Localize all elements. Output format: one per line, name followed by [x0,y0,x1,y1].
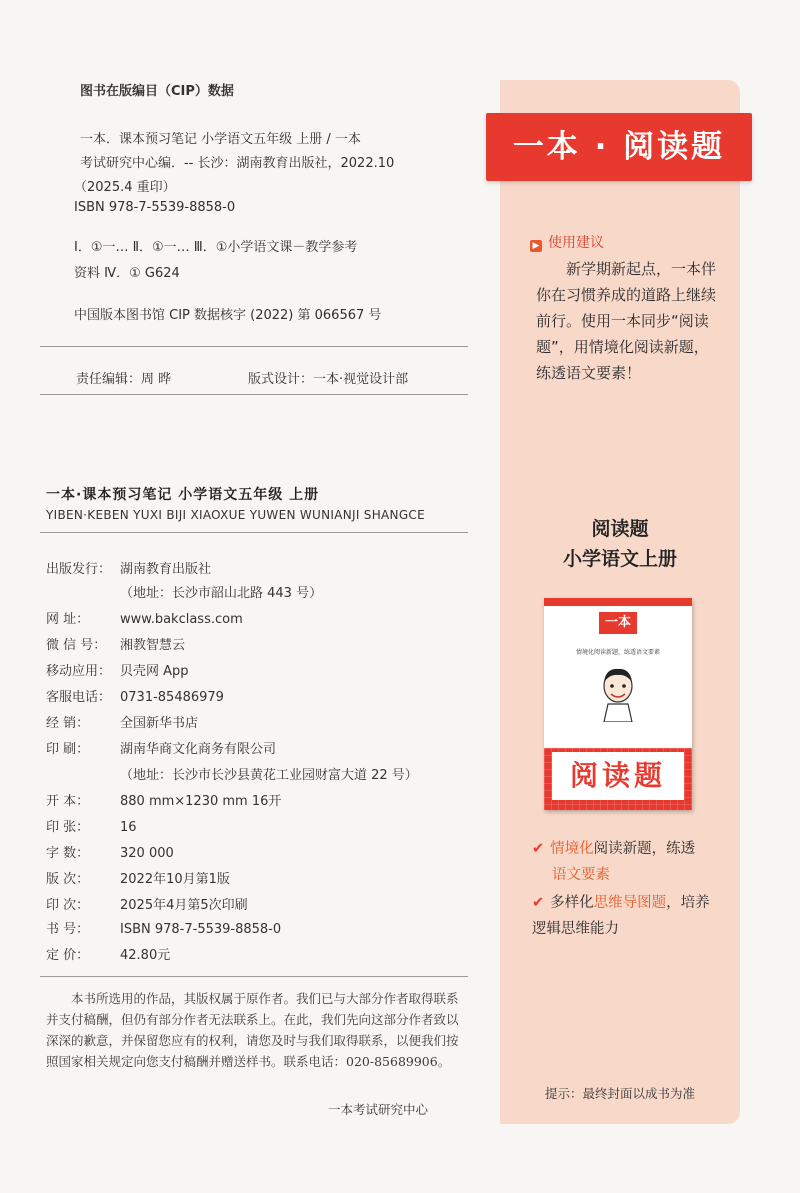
publish-info-row [46,560,211,580]
publish-info-value: ISBN 978-7-5539-8858-0 [120,922,282,937]
cip-line-2: 考试研究中心编．-- 长沙：湖南教育出版社，2022.10 [80,156,395,171]
copyright-notice [46,988,466,1072]
product-subtitle: 小学语文上册 [562,548,677,570]
publish-info-label: 客服电话： [46,690,112,705]
publish-info-row [46,636,185,656]
cover-logo: 一本 [599,612,637,634]
publish-info-row [46,766,418,786]
cip-class-1: Ⅰ．①一… Ⅱ．①一… Ⅲ．①小学语文课－教学参考 [74,240,358,255]
publish-info-label: 书 号： [46,922,90,937]
divider [40,976,468,977]
publish-info-row [46,818,137,838]
cip-line-4: ISBN 978-7-5539-8858-0 [74,200,236,215]
advice-label-text: 使用建议 [548,235,604,251]
publish-info-value: 2022年10月第1版 [120,872,230,887]
divider [40,532,468,533]
publish-info-value: 湖南教育出版社 [120,562,212,577]
publish-info-label: 移动应用： [46,664,112,679]
feature-2-highlight: 思维导图题 [593,895,667,911]
divider [40,394,468,395]
feature-1-highlight-2: 语文要素 [552,867,610,883]
feature-2 [532,890,722,942]
feature-2-text: 多样化 [550,895,594,911]
designer: 版式设计：一本·视觉设计部 [248,372,409,387]
publish-info-row [46,688,224,708]
check-icon: ✔ [532,895,545,911]
publish-info-row [46,714,198,734]
publish-info-label: 版 次： [46,872,90,887]
editor: 责任编辑：周 晔 [76,372,172,387]
publish-info-row [46,792,281,812]
publish-info-value: 320 000 [120,846,174,861]
publish-info-value[interactable]: www.bakclass.com [120,612,243,627]
product-title: 阅读题 [591,518,649,540]
feature-1-highlight: 情境化 [550,841,594,857]
arrow-right-icon: ▶ [530,240,542,252]
feature-2-text-2: ，培养逻辑思维能力 [532,895,710,937]
publish-info-row [46,920,281,940]
publish-info-value: 2025年4月第5次印刷 [120,898,248,913]
copyright-notice-text: 本书所选用的作品，其版权属于原作者。我们已与大部分作者取得联系并支付稿酬，但仍有部分作者无法联系上。在此，我们先向这部分作者致以深深的歉意，并保留您应有的权利，请您及时与我们取得联系，以便我们按照国家相关规定向您支付稿酬并赠送样书。联系电话：020-85689906。 [46,991,459,1069]
publish-info-row [46,610,243,630]
publish-info-value: 0731-85486979 [120,690,224,705]
check-icon: ✔ [532,841,545,857]
publish-info-row [46,740,276,760]
publish-info-value: 16 [120,820,137,835]
publish-info-value: 880 mm×1230 mm 16开 [120,794,282,809]
promo-banner-title: 一本 · 阅读题 [512,129,726,165]
feature-1 [532,836,722,888]
cover-top-stripe [544,598,692,606]
advice-text [536,256,720,386]
book-cover-image [544,598,692,810]
publish-info-label: 微 信 号： [46,638,107,653]
advice-text-body: 新学期新起点，一本伴你在习惯养成的道路上继续前行。使用一本同步“阅读题”，用情境化阅读新题，练透语文要素！ [536,260,717,382]
cip-line-3: （2025.4 重印） [74,180,176,195]
publish-info-row [46,870,230,890]
book-pinyin: YIBEN·KEBEN YUXI BIJI XIAOXUE YUWEN WUNIANJI SHANGCE [46,508,425,522]
cip-class-2: 资料 Ⅳ．① G624 [74,266,180,281]
divider [40,346,468,347]
advice-label [530,232,604,252]
publish-info-row [46,662,189,682]
feature-1-text: 阅读新题，练透 [593,841,696,857]
notice-signature: 一本考试研究中心 [328,1102,429,1117]
publish-info-value: （地址：长沙市韶山北路 443 号） [120,586,323,601]
publish-info-value: （地址：长沙市长沙县黄花工业园财富大道 22 号） [120,768,418,783]
book-title: 一本·课本预习笔记 小学语文五年级 上册 [46,487,320,503]
cover-main-title: 阅读题 [552,752,684,800]
publish-info-label: 字 数： [46,846,90,861]
publish-info-label: 印 次： [46,898,90,913]
publish-info-label: 出版发行： [46,562,112,577]
publish-info-label: 印 张： [46,820,90,835]
cartoon-boy-icon [596,664,640,722]
publish-info-value: 湘教智慧云 [120,638,186,653]
cip-number: 中国版本图书馆 CIP 数据核字 (2022) 第 066567 号 [74,308,382,323]
cover-tagline: 情境化阅读新题，练透语文要素 [575,649,660,656]
publish-info-label: 定 价： [46,948,90,963]
cover-hint: 提示：最终封面以成书为准 [544,1086,695,1101]
publish-info-value: 贝壳网 App [120,664,189,679]
publish-info-label: 网 址： [46,612,90,627]
publish-info-label: 开 本： [46,794,90,809]
publish-info-row [46,896,248,916]
publish-info-row [46,844,174,864]
cip-title: 图书在版编目（CIP）数据 [80,84,234,99]
publish-info-row [46,584,322,604]
publish-info-value: 湖南华商文化商务有限公司 [120,742,277,757]
publish-info-label: 经 销： [46,716,90,731]
publish-info-value: 全国新华书店 [120,716,199,731]
publish-info-label: 印 刷： [46,742,90,757]
publish-info-value: 42.80元 [120,948,171,963]
publish-info-row [46,946,170,966]
cip-line-1: 一本．课本预习笔记 小学语文五年级 上册 / 一本 [80,132,361,147]
